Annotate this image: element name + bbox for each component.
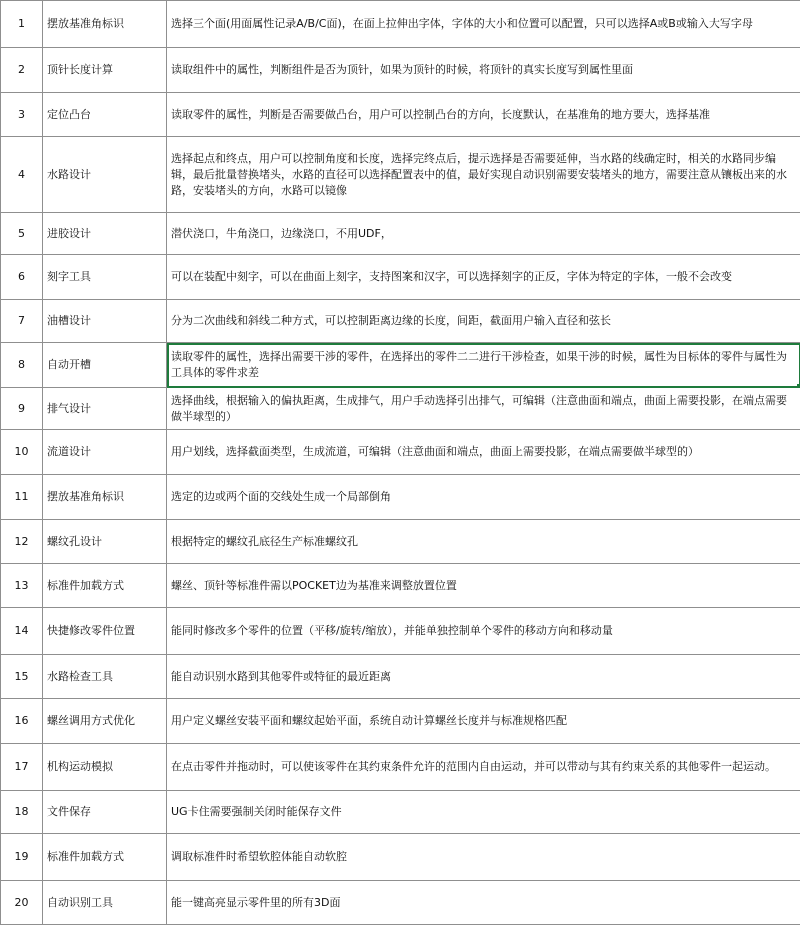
feature-name-cell[interactable]: 自动识别工具: [43, 881, 167, 925]
feature-name-cell[interactable]: 标准件加载方式: [43, 834, 167, 881]
row-number-cell[interactable]: 12: [1, 520, 43, 564]
feature-description-cell[interactable]: 能一键高亮显示零件里的所有3D面: [167, 881, 800, 925]
table-row: [1, 1, 800, 48]
feature-name-cell[interactable]: 摆放基准角标识: [43, 475, 167, 520]
feature-description-cell[interactable]: 调取标准件时希望软腔体能自动软腔: [167, 834, 800, 881]
feature-name-cell[interactable]: 进胶设计: [43, 213, 167, 255]
feature-name-cell[interactable]: 排气设计: [43, 388, 167, 430]
feature-name-cell[interactable]: 油槽设计: [43, 300, 167, 343]
row-number-cell[interactable]: 2: [1, 48, 43, 93]
table-row: [1, 699, 800, 744]
table-row: [1, 93, 800, 137]
row-number-cell[interactable]: 18: [1, 791, 43, 834]
row-number-cell[interactable]: 7: [1, 300, 43, 343]
spreadsheet-body: [1, 1, 800, 925]
table-row: [1, 430, 800, 475]
row-number-cell[interactable]: 1: [1, 1, 43, 48]
table-row: [1, 744, 800, 791]
row-number-cell[interactable]: 15: [1, 655, 43, 699]
row-number-cell[interactable]: 4: [1, 137, 43, 213]
table-row: [1, 834, 800, 881]
feature-description-cell[interactable]: 在点击零件并拖动时，可以使该零件在其约束条件允许的范围内自由运动，并可以带动与其有约束关系的其他零件一起运动。: [167, 744, 800, 791]
feature-name-cell[interactable]: 螺丝调用方式优化: [43, 699, 167, 744]
table-row: [1, 475, 800, 520]
row-number-cell[interactable]: 16: [1, 699, 43, 744]
feature-description-cell[interactable]: 选择三个面(用面属性记录A/B/C面)，在面上拉伸出字体，字体的大小和位置可以配置，只可以选择A或B或输入大写字母: [167, 1, 800, 48]
feature-description-cell[interactable]: 能自动识别水路到其他零件或特征的最近距离: [167, 655, 800, 699]
row-number-cell[interactable]: 20: [1, 881, 43, 925]
feature-name-cell[interactable]: 自动开槽: [43, 343, 167, 388]
table-row: [1, 520, 800, 564]
row-number-cell[interactable]: 10: [1, 430, 43, 475]
feature-description-cell[interactable]: 选定的边或两个面的交线处生成一个局部倒角: [167, 475, 800, 520]
row-number-cell[interactable]: 19: [1, 834, 43, 881]
feature-name-cell[interactable]: 标准件加载方式: [43, 564, 167, 608]
feature-name-cell[interactable]: 顶针长度计算: [43, 48, 167, 93]
feature-name-cell[interactable]: 快捷修改零件位置: [43, 608, 167, 655]
feature-description-cell[interactable]: 读取组件中的属性，判断组件是否为顶针，如果为顶针的时候，将顶针的真实长度写到属性里面: [167, 48, 800, 93]
row-number-cell[interactable]: 6: [1, 255, 43, 300]
feature-name-cell[interactable]: 文件保存: [43, 791, 167, 834]
table-row: [1, 213, 800, 255]
table-row: [1, 655, 800, 699]
table-row: [1, 564, 800, 608]
row-number-cell[interactable]: 11: [1, 475, 43, 520]
feature-name-cell[interactable]: 刻字工具: [43, 255, 167, 300]
table-row: [1, 300, 800, 343]
feature-name-cell[interactable]: 定位凸台: [43, 93, 167, 137]
feature-name-cell[interactable]: 机构运动模拟: [43, 744, 167, 791]
row-number-cell[interactable]: 13: [1, 564, 43, 608]
table-row: [1, 255, 800, 300]
feature-description-cell[interactable]: 用户定义螺丝安装平面和螺纹起始平面，系统自动计算螺丝长度并与标准规格匹配: [167, 699, 800, 744]
table-row: [1, 343, 800, 388]
feature-name-cell[interactable]: 摆放基准角标识: [43, 1, 167, 48]
feature-name-cell[interactable]: 水路检查工具: [43, 655, 167, 699]
feature-name-cell[interactable]: 螺纹孔设计: [43, 520, 167, 564]
feature-description-cell[interactable]: 可以在装配中刻字，可以在曲面上刻字，支持图案和汉字，可以选择刻字的正反，字体为特定的字体，一般不会改变: [167, 255, 800, 300]
feature-description-cell[interactable]: 用户划线，选择截面类型，生成流道，可编辑（注意曲面和端点，曲面上需要投影，在端点需要做半球型的）: [167, 430, 800, 475]
feature-description-cell[interactable]: 分为二次曲线和斜线二种方式，可以控制距离边缘的长度，间距，截面用户输入直径和弦长: [167, 300, 800, 343]
row-number-cell[interactable]: 9: [1, 388, 43, 430]
feature-name-cell[interactable]: 流道设计: [43, 430, 167, 475]
table-row: [1, 791, 800, 834]
table-row: [1, 48, 800, 93]
feature-name-cell[interactable]: 水路设计: [43, 137, 167, 213]
row-number-cell[interactable]: 17: [1, 744, 43, 791]
feature-description-cell[interactable]: UG卡住需要强制关闭时能保存文件: [167, 791, 800, 834]
feature-description-cell[interactable]: 能同时修改多个零件的位置（平移/旋转/缩放），并能单独控制单个零件的移动方向和移动量: [167, 608, 800, 655]
feature-description-cell[interactable]: 读取零件的属性，判断是否需要做凸台，用户可以控制凸台的方向，长度默认，在基准角的地方要大，选择基准: [167, 93, 800, 137]
feature-description-cell[interactable]: 读取零件的属性，选择出需要干涉的零件，在选择出的零件二二进行干涉检查，如果干涉的时候，属性为目标体的零件与属性为工具体的零件求差: [167, 343, 800, 388]
feature-description-cell[interactable]: 螺丝、顶针等标准件需以POCKET边为基准来调整放置位置: [167, 564, 800, 608]
row-number-cell[interactable]: 14: [1, 608, 43, 655]
row-number-cell[interactable]: 3: [1, 93, 43, 137]
table-row: [1, 388, 800, 430]
table-row: [1, 137, 800, 213]
row-number-cell[interactable]: 5: [1, 213, 43, 255]
feature-description-cell[interactable]: 潜伏浇口，牛角浇口，边缘浇口，不用UDF，: [167, 213, 800, 255]
table-row: [1, 881, 800, 925]
table-row: [1, 608, 800, 655]
feature-description-cell[interactable]: 根据特定的螺纹孔底径生产标准螺纹孔: [167, 520, 800, 564]
feature-description-cell[interactable]: 选择曲线，根据输入的偏执距离，生成排气，用户手动选择引出排气，可编辑（注意曲面和端点，曲面上需要投影，在端点需要做半球型的）: [167, 388, 800, 430]
row-number-cell[interactable]: 8: [1, 343, 43, 388]
feature-description-cell[interactable]: 选择起点和终点，用户可以控制角度和长度，选择完终点后，提示选择是否需要延伸，当水路的线确定时，相关的水路同步编辑，最后批量替换堵头，水路的直径可以选择配置表中的值，最好实现自动识别需要安装堵头的地方，需要注意从镶板出来的水路，安装堵头的方向，水路可以镜像: [167, 137, 800, 213]
